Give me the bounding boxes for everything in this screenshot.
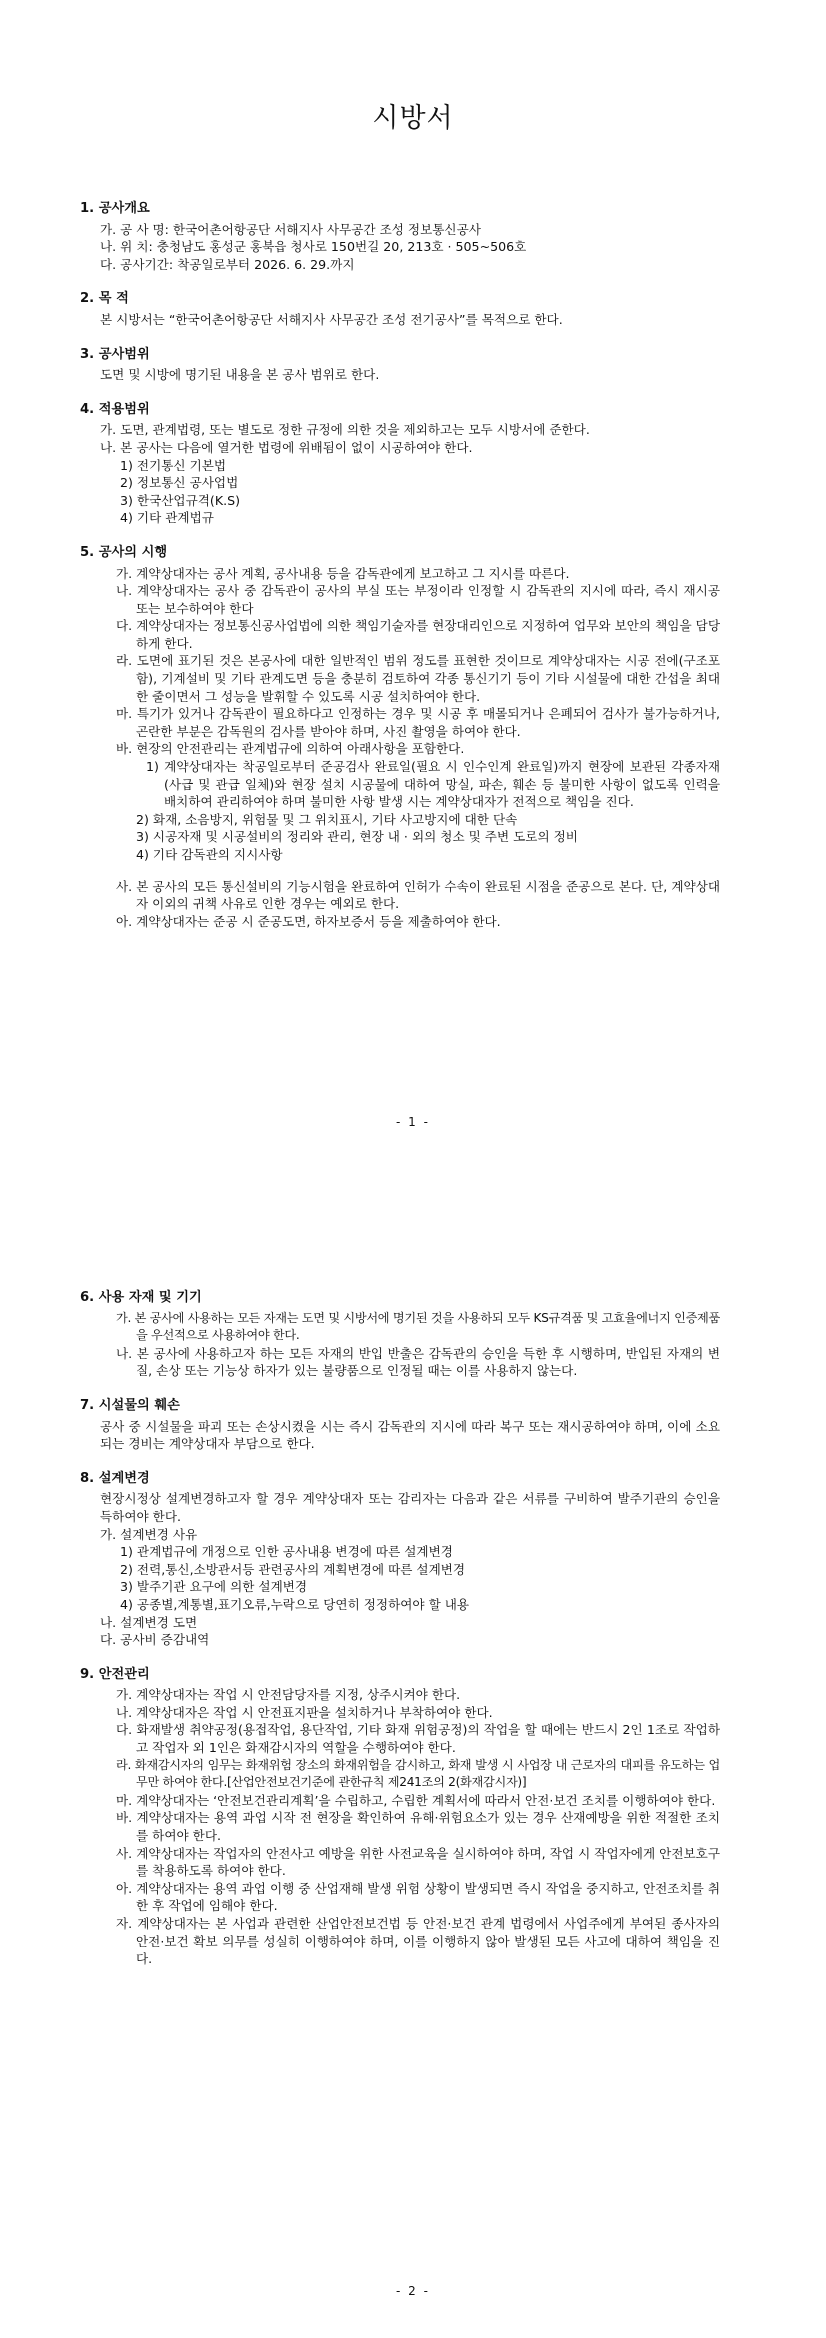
section-line: 마. 특기가 있거나 감독관이 필요하다고 인정하는 경우 및 시공 후 매몰되거나 은폐되어 검사가 불가능하거나, 곤란한 부분은 감독원의 검사를 받아야 하며, 사진 촬영을 하여야 한다.: [116, 706, 720, 739]
section: [80, 1666, 720, 1968]
section-title: 7. 시설물의 훼손: [80, 1397, 180, 1413]
page-number: - 2 -: [396, 2284, 430, 2298]
section: [80, 1397, 720, 1453]
section-line: 가. 도면, 관계법령, 또는 별도로 정한 규정에 의한 것을 제외하고는 모두 시방서에 준한다.: [100, 422, 590, 438]
section-title: 8. 설계변경: [80, 1470, 150, 1486]
section-title: 3. 공사범위: [80, 346, 150, 362]
section-title: 4. 적용범위: [80, 401, 150, 417]
section-line: 사. 본 공사의 모든 통신설비의 기능시험을 완료하여 인허가 수속이 완료된 시점을 준공으로 본다. 단, 계약상대자 이외의 귀책 사유로 인한 경우는 예외로 한다.: [116, 878, 720, 912]
section-line: 공사 중 시설물을 파괴 또는 손상시켰을 시는 즉시 감독관의 지시에 따라 복구 또는 재시공하여야 하며, 이에 소요되는 경비는 계약상대자 부담으로 한다.: [100, 1418, 720, 1452]
page-1-content: [80, 200, 720, 947]
section-line: 3) 한국산업규격(K.S): [120, 492, 241, 508]
section-line: 바. 현장의 안전관리는 관계법규에 의하여 아래사항을 포함한다.: [116, 741, 465, 757]
section-title: 6. 사용 자재 및 기기: [80, 1290, 202, 1305]
section-title: 9. 안전관리: [80, 1666, 150, 1682]
section-line: 4) 기타 관계법규: [120, 510, 214, 526]
section-line: 2) 정보통신 공사업법: [120, 475, 239, 491]
section-line: 나. 위 치: 충청남도 홍성군 홍북읍 청사로 150번길 20, 213호 · 505~506호: [100, 239, 527, 255]
section-line: 사. 계약상대자는 작업자의 안전사고 예방을 위한 사전교육을 실시하여야 하며, 작업 시 작업자에게 안전보호구를 착용하도록 하여야 한다.: [116, 1845, 720, 1879]
section-line: 현장시정상 설계변경하고자 할 경우 계약상대자 또는 감리자는 다음과 같은 서류를 구비하여 발주기관의 승인을 득하여야 한다.: [100, 1491, 720, 1524]
section-line: 1) 전기통신 기본법: [120, 457, 227, 473]
section-line: 가. 계약상대자는 공사 계획, 공사내용 등을 감독관에게 보고하고 그 지시를 따른다.: [116, 565, 570, 581]
section: [80, 401, 720, 527]
section-line: 라. 도면에 표기된 것은 본공사에 대한 일반적인 범위 정도를 표현한 것이므로 계약상대자는 시공 전에(구조포함), 기계설비 및 기타 관계도면 등을 충분히 검토하여 각종 통신기기 등이 기타 시설물에 대한 간섭을 최대한 줄이면서 그 성능을 발휘할 수 있도록 시공 설치하여야 한다.: [116, 653, 720, 704]
document-page-2: [0, 1169, 826, 2338]
section-line: 1) 관계법규에 개정으로 인한 공사내용 변경에 따른 설계변경: [120, 1544, 453, 1560]
section-line: 가. 본 공사에 사용하는 모든 자재는 도면 및 시방서에 명기된 것을 사용하되 모두 KS규격품 및 고효율에너지 인증제품을 우선적으로 사용하여야 한다.: [116, 1310, 720, 1343]
section-line: 도면 및 시방에 명기된 내용을 본 공사 범위로 한다.: [100, 367, 380, 383]
section-line: 가. 설계변경 사유: [100, 1526, 198, 1542]
section-title: 1. 공사개요: [80, 201, 150, 216]
section-line: 나. 계약상대자은 작업 시 안전표지판을 설치하거나 부착하여야 한다.: [116, 1704, 493, 1720]
section-line: 4) 공종별,계통별,표기오류,누락으로 당연히 정정하여야 할 내용: [120, 1596, 470, 1612]
section-line: 3) 발주기관 요구에 의한 설계변경: [120, 1579, 308, 1595]
section-line: 마. 계약상대자는 ‘안전보건관리계획’을 수립하고, 수립한 계획서에 따라서 안전·보건 조치를 이행하여야 한다.: [116, 1792, 716, 1808]
section-line: 아. 계약상대자는 용역 과업 이행 중 산업재해 발생 위험 상황이 발생되면 즉시 작업을 중지하고, 안전조치를 취한 후 작업에 임해야 한다.: [116, 1880, 720, 1914]
section-line: 가. 계약상대자는 작업 시 안전담당자를 지정, 상주시켜야 한다.: [116, 1687, 461, 1703]
section-line: 2) 전력,통신,소방관서등 관련공사의 계획변경에 따른 설계변경: [120, 1561, 466, 1577]
section-line: 나. 계약상대자는 공사 중 감독관이 공사의 부실 또는 부정이라 인정할 시 감독관의 지시에 따라, 즉시 재시공 또는 보수하여야 한다: [116, 583, 720, 616]
section-line: 자. 계약상대자는 본 사업과 관련한 산업안전보건법 등 안전·보건 관계 법령에서 사업주에게 부여된 종사자의 안전·보건 확보 의무를 성실히 이행하여야 하며, 이를 이행하지 않아 발생된 모든 사고에 대하여 책임을 진다.: [116, 1916, 720, 1967]
section-line: 나. 본 공사에 사용하고자 하는 모든 자재의 반입 반출은 감독관의 승인을 득한 후 시행하며, 반입된 자재의 변질, 손상 또는 기능상 하자가 있는 불량품으로 인정될 때는 이를 사용하지 않는다.: [116, 1345, 720, 1379]
section: [80, 1470, 720, 1649]
page-number: - 1 -: [396, 1115, 430, 1129]
page-2-content: [80, 1289, 720, 1985]
section-line: 1) 계약상대자는 착공일로부터 준공검사 완료일(필요 시 인수인계 완료일)까지 현장에 보관된 각종자재(사급 및 관급 일체)와 현장 설치 시공물에 대하여 망실, 파손, 훼손 등 불미한 사항이 없도록 인력을 배치하여 관리하여야 하며 불미한 사항 발생 시는 계약상대자가 전적으로 책임을 진다.: [146, 759, 720, 810]
spacer: [80, 864, 720, 878]
document-title: 시방서: [372, 103, 454, 134]
section: [80, 1289, 720, 1380]
section-line: 다. 공사기간: 착공일로부터 2026. 6. 29.까지: [100, 256, 355, 272]
section-line: 가. 공 사 명: 한국어촌어항공단 서해지사 사무공간 조성 정보통신공사: [100, 221, 481, 237]
section-line: 나. 본 공사는 다음에 열거한 법령에 위배됨이 없이 시공하여야 한다.: [100, 439, 473, 455]
section-title: 2. 목 적: [80, 291, 129, 307]
section-line: 다. 계약상대자는 정보통신공사업법에 의한 책임기술자를 현장대리인으로 지정하여 업무와 보안의 책임을 담당하게 한다.: [116, 618, 720, 651]
section-line: 바. 계약상대자는 용역 과업 시작 전 현장을 확인하여 유해·위험요소가 있는 경우 산재예방을 위한 적절한 조치를 하여야 한다.: [116, 1810, 720, 1844]
section: [80, 544, 720, 930]
section: [80, 290, 720, 328]
section-line: 나. 설계변경 도면: [100, 1614, 198, 1630]
section: [80, 200, 720, 273]
section: [80, 346, 720, 384]
section-line: 4) 기타 감독관의 지시사항: [136, 847, 283, 862]
section-title: 5. 공사의 시행: [80, 544, 168, 560]
section-line: 아. 계약상대자는 준공 시 준공도면, 하자보증서 등을 제출하여야 한다.: [116, 913, 501, 929]
section-line: 2) 화재, 소음방지, 위험물 및 그 위치표시, 기타 사고방지에 대한 단속: [136, 811, 518, 827]
section-line: 3) 시공자재 및 시공설비의 정리와 관리, 현장 내 · 외의 청소 및 주변 도로의 정비: [136, 829, 578, 845]
section-line: 다. 화재발생 취약공정(용접작업, 용단작업, 기타 화재 위험공정)의 작업을 할 때에는 반드시 2인 1조로 작업하고 작업자 외 1인은 화재감시자의 역할을 수행하여야 한다.: [116, 1722, 720, 1756]
section-line: 본 시방서는 “한국어촌어항공단 서해지사 사무공간 조성 전기공사”를 목적으로 한다.: [100, 311, 563, 327]
section-line: 다. 공사비 증감내역: [100, 1632, 210, 1648]
section-line: 라. 화재감시자의 임무는 화재위험 장소의 화재위험을 감시하고, 화재 발생 시 사업장 내 근로자의 대피를 유도하는 업무만 하여야 한다.[산업안전보건기준에 관한규칙 제241조의 2(화재감시자)]: [116, 1757, 720, 1790]
